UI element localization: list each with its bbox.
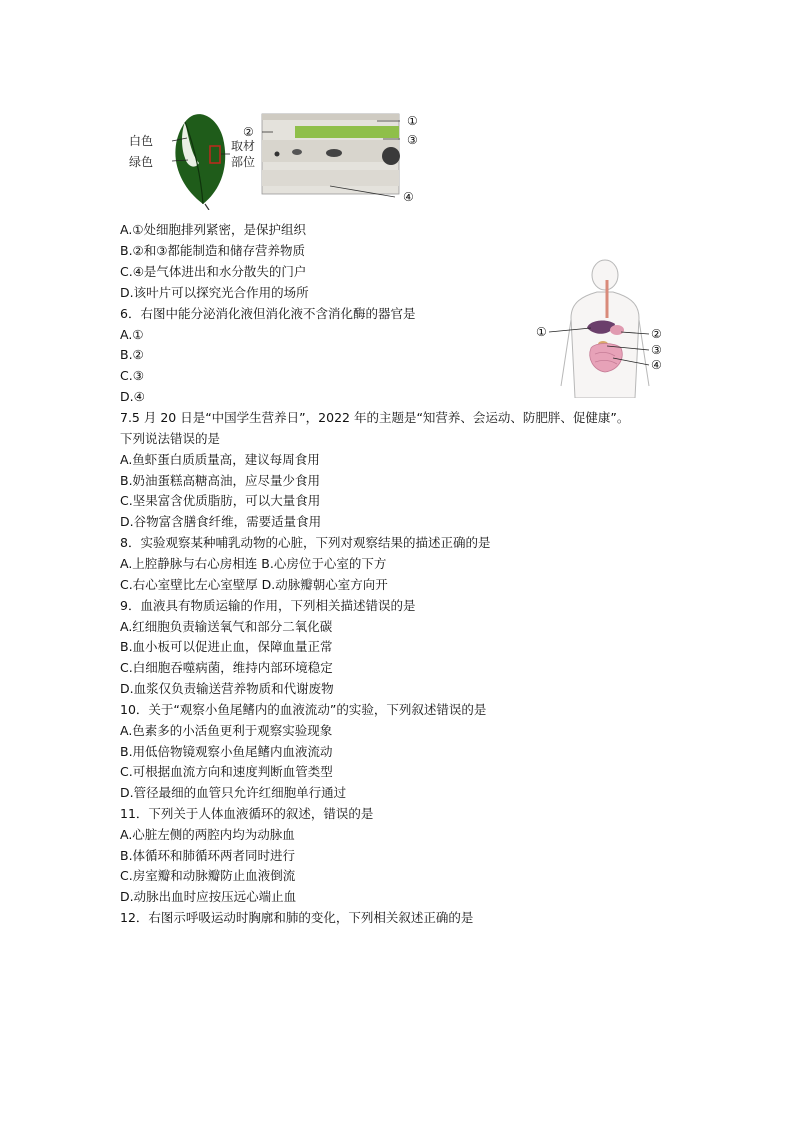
q7-option-b: B.奶油蛋糕高糖高油，应尽量少食用 xyxy=(120,473,321,488)
q10-option-a: A.色素多的小活鱼更利于观察实验现象 xyxy=(120,723,333,738)
q11-stem: 11．下列关于人体血液循环的叙述，错误的是 xyxy=(120,806,374,821)
q7-option-c: C.坚果富含优质脂肪，可以大量食用 xyxy=(120,493,321,508)
marker-2: ② xyxy=(243,125,254,139)
q5-option-b: B.②和③都能制造和储存营养物质 xyxy=(120,243,305,258)
q11-option-d: D.动脉出血时应按压远心端止血 xyxy=(120,889,297,904)
q11-option-c: C.房室瓣和动脉瓣防止血液倒流 xyxy=(120,868,296,883)
leaf-illustration xyxy=(172,114,230,210)
q6-stem: 6．右图中能分泌消化液但消化液不含消化酶的器官是 xyxy=(120,306,416,321)
body-marker-2: ② xyxy=(651,327,662,341)
label-white: 白色 xyxy=(129,134,154,148)
body-marker-3: ③ xyxy=(651,343,662,357)
leaf-cross-section xyxy=(262,114,400,197)
label-green: 绿色 xyxy=(129,155,154,169)
marker-1: ① xyxy=(407,114,418,128)
label-sample: 取材 xyxy=(231,139,256,153)
q8-stem: 8．实验观察某种哺乳动物的心脏，下列对观察结果的描述正确的是 xyxy=(120,535,491,550)
q6-option-a: A.① xyxy=(120,327,144,342)
q9-stem: 9．血液具有物质运输的作用，下列相关描述错误的是 xyxy=(120,598,416,613)
q6-option-b: B.② xyxy=(120,347,144,362)
q5-option-a: A.①处细胞排列紧密，是保护组织 xyxy=(120,222,307,237)
q5-option-c: C.④是气体进出和水分散失的门户 xyxy=(120,264,307,279)
q9-option-d: D.血浆仅负责输送营养物质和代谢废物 xyxy=(120,681,334,696)
q9-option-b: B.血小板可以促进止血，保障血量正常 xyxy=(120,639,333,654)
q6-option-c: C.③ xyxy=(120,368,144,383)
body-marker-4: ④ xyxy=(651,358,662,372)
leaf-figure xyxy=(125,108,425,210)
digestive-system-figure xyxy=(535,258,675,398)
q6-option-d: D.④ xyxy=(120,389,145,404)
q10-stem: 10．关于“观察小鱼尾鳍内的血液流动”的实验，下列叙述错误的是 xyxy=(120,702,487,717)
q8-options-ab: A.上腔静脉与右心房相连 B.心房位于心室的下方 xyxy=(120,556,387,571)
q7-option-d: D.谷物富含膳食纤维，需要适量食用 xyxy=(120,514,322,529)
q7-option-a: A.鱼虾蛋白质质量高，建议每周食用 xyxy=(120,452,320,467)
q9-option-a: A.红细胞负责输送氧气和部分二氧化碳 xyxy=(120,619,333,634)
q12-stem: 12．右图示呼吸运动时胸廓和肺的变化，下列相关叙述正确的是 xyxy=(120,910,474,925)
q11-option-b: B.体循环和肺循环两者同时进行 xyxy=(120,848,296,863)
q7-stem-cont: 下列说法错误的是 xyxy=(120,431,221,446)
label-site: 部位 xyxy=(231,155,256,169)
body-marker-1: ① xyxy=(536,325,547,339)
q11-option-a: A.心脏左侧的两腔内均为动脉血 xyxy=(120,827,295,842)
q7-stem: 7.5 月 20 日是“中国学生营养日”，2022 年的主题是“知营养、会运动、防肥胖、促健康”。 xyxy=(120,410,630,425)
q8-options-cd: C.右心室壁比左心室壁厚 D.动脉瓣朝心室方向开 xyxy=(120,577,388,592)
marker-3: ③ xyxy=(407,133,418,147)
q9-option-c: C.白细胞吞噬病菌，维持内部环境稳定 xyxy=(120,660,333,675)
q10-option-d: D.管径最细的血管只允许红细胞单行通过 xyxy=(120,785,347,800)
q10-option-c: C.可根据血流方向和速度判断血管类型 xyxy=(120,764,333,779)
q5-option-d: D.该叶片可以探究光合作用的场所 xyxy=(120,285,309,300)
marker-4: ④ xyxy=(403,190,414,204)
q10-option-b: B.用低倍物镜观察小鱼尾鳍内血液流动 xyxy=(120,744,333,759)
